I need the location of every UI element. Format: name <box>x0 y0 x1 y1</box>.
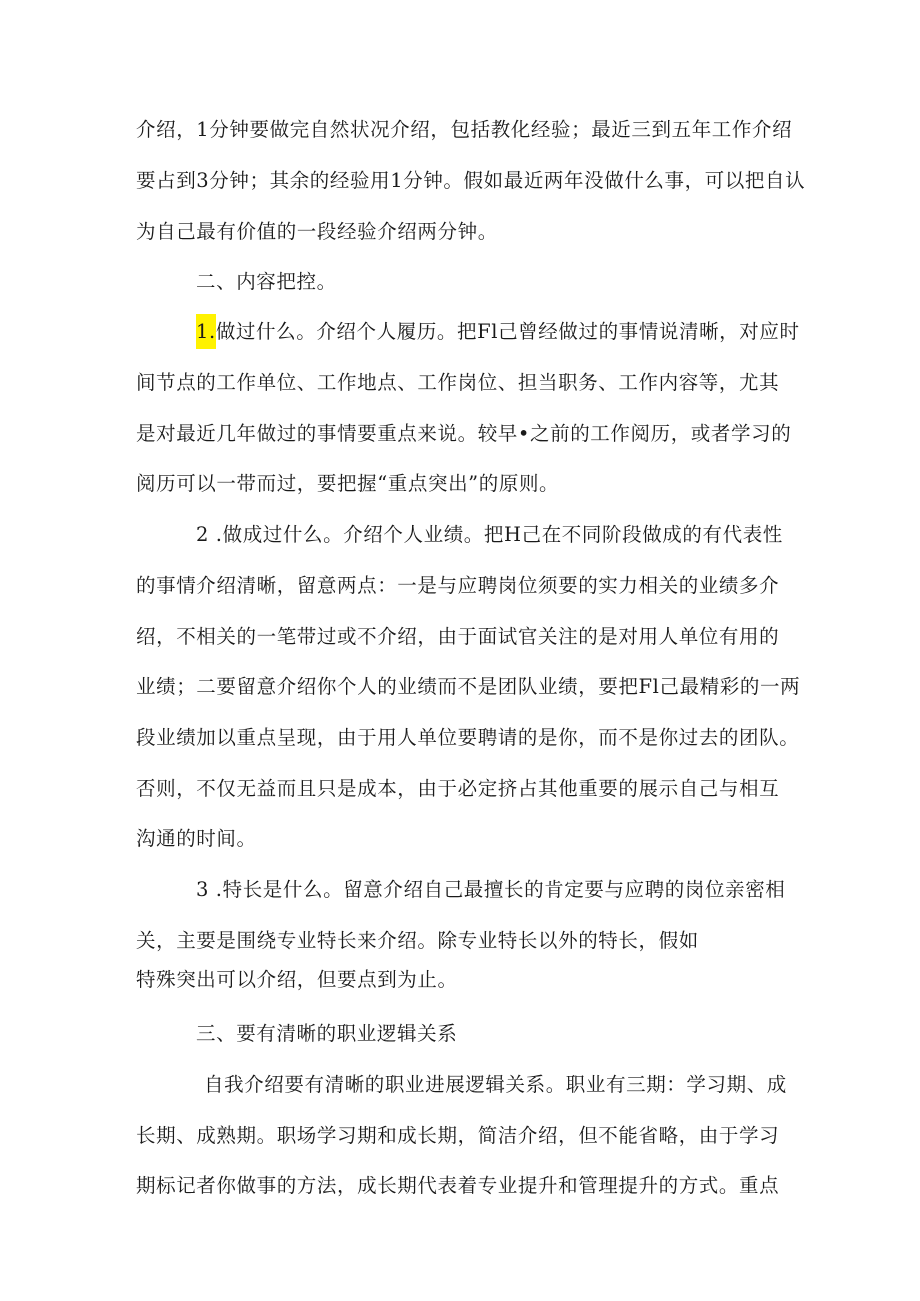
list-item-2: 2 .做成过什么。介绍个人业绩。把H己在不同阶段做成的有代表性 <box>196 523 783 546</box>
text-line: 阅历可以一带而过，要把握“重点突出”的原则。 <box>136 472 560 495</box>
list-item-3: 3 .特长是什么。留意介绍自己最擅长的肯定要与应聘的岗位亲密相 <box>196 878 786 901</box>
list-item-1-text: 做过什么。介绍个人履历。把Fl己曾经做过的事情说清晰，对应时 <box>215 320 800 343</box>
text-line: 长期、成熟期。职场学习期和成长期，简洁介绍，但不能省略，由于学习 <box>136 1124 780 1147</box>
text-line: 关，主要是围绕专业特长来介绍。除专业特长以外的特长，假如 <box>136 929 699 952</box>
text-line: 期标记者你做事的方法，成长期代表着专业提升和管理提升的方式。重点 <box>136 1174 780 1197</box>
section-heading-3: 三、要有清晰的职业逻辑关系 <box>196 1022 458 1045</box>
text-line: 特殊突出可以介绍，但要点到为止。 <box>136 968 458 991</box>
highlight-marker: 1. <box>196 314 216 349</box>
text-line: 是对最近几年做过的事情要重点来说。较早•之前的工作阅历，或者学习的 <box>136 422 792 445</box>
text-line: 的事情介绍清晰，留意两点：一是与应聘岗位须要的实力相关的业绩多介 <box>136 574 780 597</box>
text-line: 绍，不相关的一笔带过或不介绍，由于面试官关注的是对用人单位有用的 <box>136 625 780 648</box>
text-line <box>196 318 800 346</box>
text-line: 介绍，1分钟要做完自然状况介绍，包括教化经验；最近三到五年工作介绍 <box>136 118 793 141</box>
text-line: 沟通的时间。 <box>136 827 257 850</box>
text-line: 自我介绍要有清晰的职业进展逻辑关系。职业有三期：学习期、成 <box>204 1073 787 1096</box>
text-line: 段业绩加以重点呈现，由于用人单位要聘请的是你，而不是你过去的团队。 <box>136 726 800 749</box>
text-line: 为自己最有价值的一段经验介绍两分钟。 <box>136 220 498 243</box>
section-heading-2: 二、内容把控。 <box>196 270 337 293</box>
text-line: 要占到3分钟；其余的经验用1分钟。假如最近两年没做什么事，可以把自认 <box>136 169 806 192</box>
text-line: 否则，不仅无益而且只是成本，由于必定挤占其他重要的展示自己与相互 <box>136 777 780 800</box>
text-line: 间节点的工作单位、工作地点、工作岗位、担当职务、工作内容等，尤其 <box>136 371 780 394</box>
text-line: 业绩；二要留意介绍你个人的业绩而不是团队业绩，要把Fl己最精彩的一两 <box>136 675 801 698</box>
